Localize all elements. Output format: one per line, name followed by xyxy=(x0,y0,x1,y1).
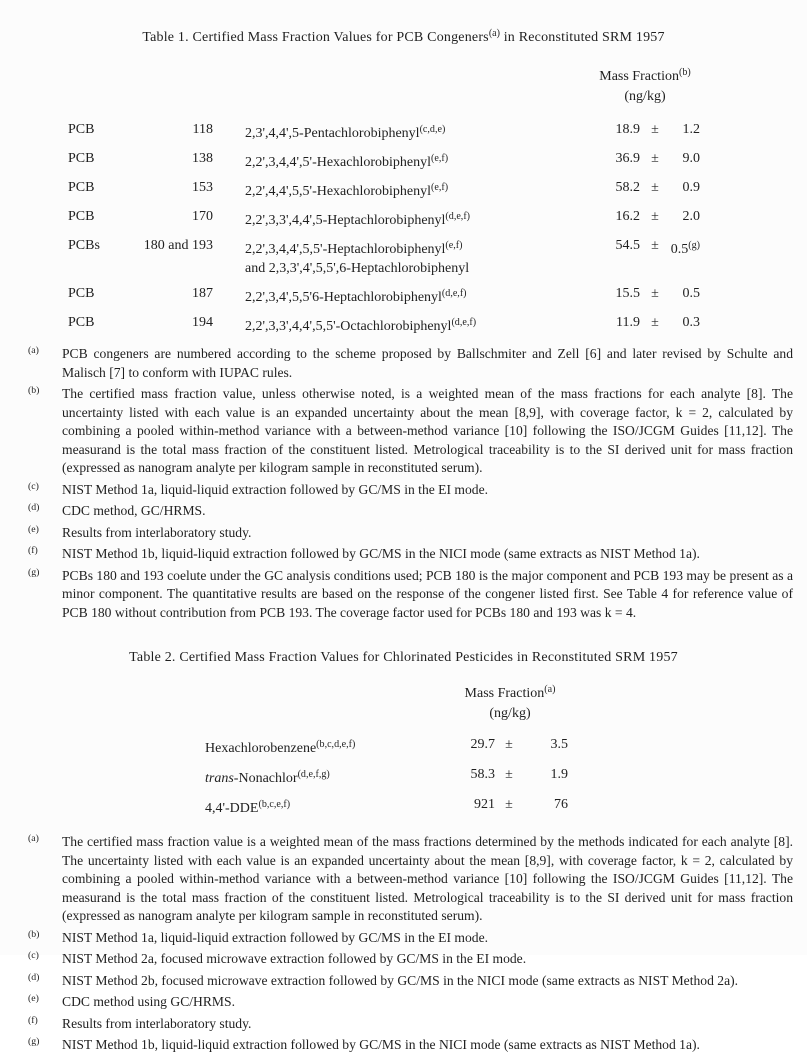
table-row xyxy=(68,120,807,143)
table1-unit-label: (ng/kg) xyxy=(624,89,666,104)
congener-prefix: PCB xyxy=(68,151,95,166)
footnote-text: PCBs 180 and 193 coelute under the GC analysis conditions used; PCB 180 is the major component and PCB 193 may be present as a minor component. The quantitative results are based on the response of the congener listed first. See Table 4 for reference value of PCB 180 without contribution from PCB 193. The coverage factor used for PCBs 180 and 193 was k = 4. xyxy=(62,567,793,620)
table1-footnotes xyxy=(0,342,807,622)
footnote-marker: (e) xyxy=(28,523,39,535)
table2-mass-fraction-label: Mass Fraction xyxy=(464,686,545,701)
pesticide-name xyxy=(205,795,450,818)
congener-prefix: PCB xyxy=(68,286,95,301)
footnote-marker: (b) xyxy=(28,928,40,940)
footnote xyxy=(28,947,793,969)
footnote-text: CDC method using GC/HRMS. xyxy=(62,994,235,1009)
table1-mass-fraction-label: Mass Fraction xyxy=(599,69,679,84)
pesticide-footnote-ref: (b,c,d,e,f) xyxy=(316,739,356,750)
congener-name-text: 2,2',3,4',5,5'6-Heptachlorobiphenyl xyxy=(245,290,442,305)
footnote-text: PCB congeners are numbered according to the scheme proposed by Ballschmiter and Zell [6] and later revised by Schulte and Malisch [7] to conform with IUPAC rules. xyxy=(62,346,793,380)
mass-fraction-value: 15.5 xyxy=(615,286,640,301)
table2-title-main: Table 2. Certified Mass Fraction Values for Chlorinated Pesticides in Reconstituted SRM 1957 xyxy=(129,650,678,665)
pesticide-footnote-ref: (b,c,e,f) xyxy=(258,799,291,810)
plus-minus-sign: ± xyxy=(651,315,659,330)
mass-fraction-value: 29.7 xyxy=(470,737,495,752)
table1-title-main: Table 1. Certified Mass Fraction Values for PCB Congeners xyxy=(142,30,489,45)
table-row xyxy=(68,236,807,278)
pesticide-name-text: Hexachlorobenzene xyxy=(205,741,317,756)
table1-title xyxy=(0,0,807,47)
footnote-marker: (f) xyxy=(28,1014,38,1026)
mass-fraction-value: 58.2 xyxy=(615,180,640,195)
uncertainty-value: 76 xyxy=(554,797,568,812)
uncertainty-value: 9.0 xyxy=(682,151,700,166)
footnote xyxy=(28,382,793,478)
congener-name xyxy=(213,178,590,201)
footnote-text: NIST Method 1a, liquid-liquid extraction followed by GC/MS in the EI mode. xyxy=(62,481,489,497)
plus-minus-sign: ± xyxy=(505,737,513,752)
congener-prefix: PCB xyxy=(68,209,95,224)
congener-number: 118 xyxy=(192,122,213,137)
table-row xyxy=(205,765,807,788)
congener-name-text: 2,2',3,4,4',5'-Hexachlorobiphenyl xyxy=(245,155,432,170)
plus-minus-sign: ± xyxy=(651,209,659,224)
congener-footnote-ref: (e,f) xyxy=(445,240,463,251)
table1-mass-fraction-header xyxy=(560,63,730,87)
table-row xyxy=(205,795,807,818)
pesticide-name-text: 4,4'-DDE xyxy=(205,801,259,816)
pesticide-name-text: -Nonachlor xyxy=(233,771,298,786)
uncertainty-value: 3.5 xyxy=(550,737,568,752)
table2-column-header xyxy=(425,680,595,724)
table2-title xyxy=(0,648,807,667)
pesticide-name xyxy=(205,765,450,788)
table2-footnotes xyxy=(0,830,807,1055)
footnote xyxy=(28,990,793,1012)
plus-minus-sign: ± xyxy=(651,180,659,195)
table-row xyxy=(68,178,807,201)
congener-number: 180 and 193 xyxy=(143,238,213,253)
footnote-marker: (f) xyxy=(28,545,38,556)
footnote xyxy=(28,478,793,500)
congener-footnote-ref: (d,e,f) xyxy=(451,317,477,328)
footnote-marker: (c) xyxy=(28,480,39,492)
congener-number: 138 xyxy=(192,151,213,166)
uncertainty-value-text: 0.5 xyxy=(670,242,689,257)
congener-name xyxy=(213,149,590,172)
table1-column-header xyxy=(560,63,730,107)
mass-fraction-value: 921 xyxy=(474,797,495,812)
footnote-text: NIST Method 1b, liquid-liquid extraction followed by GC/MS in the NICI mode (same extracts as NIST Method 1a). xyxy=(62,1037,700,1052)
footnote xyxy=(28,969,793,991)
congener-prefix: PCB xyxy=(68,315,95,330)
table1-title-footnote-ref: (a) xyxy=(488,28,501,39)
table2-mass-fraction-header xyxy=(425,680,595,704)
footnote xyxy=(28,542,793,564)
footnote-marker: (g) xyxy=(28,1036,40,1047)
congener-number: 170 xyxy=(192,209,213,224)
mass-fraction-value: 16.2 xyxy=(615,209,640,224)
congener-prefix: PCB xyxy=(68,180,95,195)
congener-name-text: 2,2',3,3',4,4',5,5'-Octachlorobiphenyl xyxy=(245,319,452,334)
footnote-text: NIST Method 1b, liquid-liquid extraction followed by GC/MS in the NICI mode (same extracts as NIST Method 1a). xyxy=(62,546,700,561)
congener-name xyxy=(213,120,590,143)
mass-fraction-value: 18.9 xyxy=(615,122,640,137)
plus-minus-sign: ± xyxy=(651,286,659,301)
footnote-marker: (a) xyxy=(28,833,39,844)
footnote xyxy=(28,926,793,948)
table-row xyxy=(68,284,807,307)
footnote xyxy=(28,499,793,521)
uncertainty-footnote-ref: (g) xyxy=(688,240,700,251)
footnote xyxy=(28,1012,793,1034)
mass-fraction-value: 58.3 xyxy=(470,767,495,782)
mass-fraction-value: 11.9 xyxy=(616,315,640,330)
footnote-marker: (e) xyxy=(28,993,39,1004)
congener-name xyxy=(213,236,590,278)
table2-body xyxy=(205,735,807,818)
congener-name-text: 2,2',4,4',5,5'-Hexachlorobiphenyl xyxy=(245,184,432,199)
footnote xyxy=(28,564,793,623)
footnote-text: Results from interlaboratory study. xyxy=(62,1015,252,1031)
plus-minus-sign: ± xyxy=(651,151,659,166)
plus-minus-sign: ± xyxy=(651,122,659,137)
plus-minus-sign: ± xyxy=(505,767,513,782)
table-row xyxy=(205,735,807,758)
footnote xyxy=(28,342,793,382)
congener-name-text: 2,2',3,4,4',5,5'-Heptachlorobiphenyl xyxy=(245,242,446,257)
footnote-text: The certified mass fraction value is a weighted mean of the mass fractions determined by the methods indicated for each analyte [8]. The uncertainty listed with each value is an expanded uncertainty about the mean [8,9], with coverage factor, k = 2, calculated by combining a pooled within-method variance with a between-method variance [10] following the ISO/JCGM Guides [11,12]. The measurand is the total mass fraction of the constituent listed. Metrological traceability is to the SI derived unit for mass fraction (expressed as nanogram analyte per kilogram sample in reconstituted serum). xyxy=(62,834,793,923)
uncertainty-value: 0.5 xyxy=(682,286,700,301)
congener-number: 194 xyxy=(192,315,213,330)
congener-footnote-ref: (d,e,f) xyxy=(445,211,471,222)
table1-title-tail: in Reconstituted SRM 1957 xyxy=(500,30,665,45)
footnote-text: CDC method, GC/HRMS. xyxy=(62,503,206,518)
table2-mass-fraction-footnote-ref: (a) xyxy=(544,684,556,695)
congener-footnote-ref: (e,f) xyxy=(431,153,449,164)
footnote-marker: (a) xyxy=(28,345,39,356)
uncertainty-value: 1.9 xyxy=(550,767,568,782)
plus-minus-sign: ± xyxy=(651,238,659,253)
congener-name-line2: and 2,3,3',4',5,5',6-Heptachlorobiphenyl xyxy=(245,261,470,276)
uncertainty-value xyxy=(670,236,700,278)
footnote-marker: (d) xyxy=(28,971,40,983)
footnote-text: NIST Method 2b, focused microwave extraction followed by GC/MS in the NICI mode (same extracts as NIST Method 2a). xyxy=(62,972,739,988)
table1-mass-fraction-footnote-ref: (b) xyxy=(678,67,691,78)
congener-name xyxy=(213,313,590,336)
pesticide-footnote-ref: (d,e,f,g) xyxy=(297,769,330,780)
table-row xyxy=(68,207,807,230)
uncertainty-value: 2.0 xyxy=(682,209,700,224)
footnote-marker: (g) xyxy=(28,566,40,578)
congener-footnote-ref: (d,e,f) xyxy=(441,288,467,299)
plus-minus-sign: ± xyxy=(505,797,513,812)
congener-name xyxy=(213,284,590,307)
footnote-text: NIST Method 1a, liquid-liquid extraction followed by GC/MS in the EI mode. xyxy=(62,929,489,945)
footnote xyxy=(28,1033,793,1055)
uncertainty-value: 0.3 xyxy=(682,315,700,330)
congener-number: 153 xyxy=(192,180,213,195)
congener-prefix: PCB xyxy=(68,122,95,137)
footnote-marker: (c) xyxy=(28,950,39,961)
congener-footnote-ref: (c,d,e) xyxy=(419,124,446,135)
uncertainty-value: 0.9 xyxy=(682,180,700,195)
footnote-text: NIST Method 2a, focused microwave extraction followed by GC/MS in the EI mode. xyxy=(62,951,527,966)
footnote xyxy=(28,521,793,543)
footnote-marker: (d) xyxy=(28,502,40,513)
table2-unit-label: (ng/kg) xyxy=(489,706,531,721)
footnote-text: Results from interlaboratory study. xyxy=(62,524,252,540)
congener-name-text: 2,2',3,3',4,4',5-Heptachlorobiphenyl xyxy=(245,213,446,228)
footnote xyxy=(28,830,793,926)
mass-fraction-value: 54.5 xyxy=(615,238,640,253)
pesticide-name xyxy=(205,735,450,758)
congener-name xyxy=(213,207,590,230)
mass-fraction-value: 36.9 xyxy=(615,151,640,166)
footnote-text: The certified mass fraction value, unless otherwise noted, is a weighted mean of the mass fractions for each analyte [8]. The uncertainty listed with each value is an expanded uncertainty about the mean [8,9], with coverage factor, k = 2, calculated by combining a pooled within-method variance with a between-method variance [10] following the ISO/JCGM Guides [11,12]. The measurand is the total mass fraction of the constituent listed. Metrological traceability is to the SI derived unit for mass fraction (expressed as nanogram analyte per kilogram sample in reconstituted serum). xyxy=(62,386,793,475)
pesticide-name-italic: trans xyxy=(205,771,234,786)
table1-body xyxy=(68,120,807,336)
congener-name-text: 2,3',4,4',5-Pentachlorobiphenyl xyxy=(245,126,420,141)
table-row xyxy=(68,313,807,336)
congener-footnote-ref: (e,f) xyxy=(431,182,449,193)
congener-number: 187 xyxy=(192,286,213,301)
table-row xyxy=(68,149,807,172)
uncertainty-value: 1.2 xyxy=(682,122,700,137)
footnote-marker: (b) xyxy=(28,385,40,396)
congener-prefix: PCBs xyxy=(68,238,100,253)
